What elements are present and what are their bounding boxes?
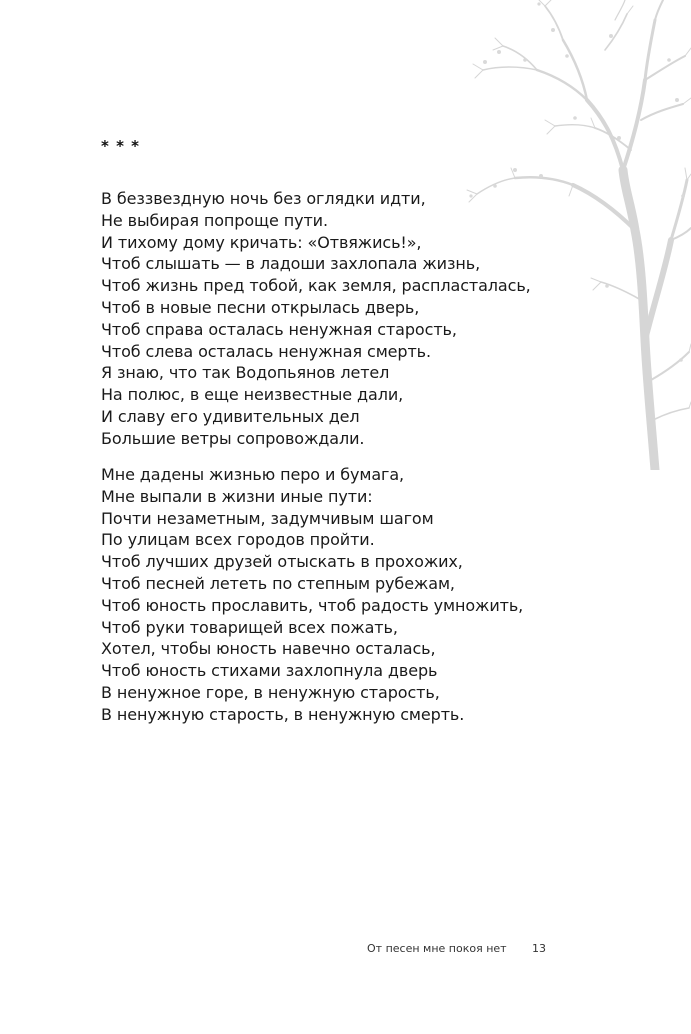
poem-line: Хотел, чтобы юность навечно осталась, — [101, 639, 436, 659]
poem-line: В беззвездную ночь без оглядки идти, — [101, 189, 426, 208]
poem-line: Чтоб песней лететь по степным рубежам, — [101, 573, 455, 593]
section-mark: * * * — [101, 137, 140, 155]
poem-line: Мне дадены жизнью перо и бумага, — [101, 465, 405, 484]
poem-line: Мне выпали в жизни иные пути: — [101, 486, 373, 506]
poem-line: И славу его удивительных дел — [101, 406, 360, 426]
poem-line: Почти незаметным, задумчивым шагом — [101, 508, 434, 528]
page-number: 13 — [532, 942, 546, 955]
poem-line: Чтоб жизнь пред тобой, как земля, распласталась, — [101, 276, 531, 296]
poem-line: Чтоб справа осталась ненужная старость, — [101, 319, 457, 339]
poem-line: По улицам всех городов пройти. — [101, 530, 375, 550]
poem-line: В ненужное горе, в ненужную старость, — [101, 682, 440, 702]
poem-line: И тихому дому кричать: «Отвяжись!», — [101, 232, 422, 252]
poem-line: Чтоб слышать — в ладоши захлопала жизнь, — [101, 254, 481, 274]
poem-line: Не выбирая попроще пути. — [101, 210, 328, 230]
running-footer-title: От песен мне покоя нет — [367, 942, 507, 955]
poem-line: Чтоб в новые песни открылась дверь, — [101, 297, 420, 317]
poem-line: Чтоб руки товарищей всех пожать, — [101, 617, 398, 637]
poem-line: Чтоб лучших друзей отыскать в прохожих, — [101, 552, 463, 572]
poem-line: Большие ветры сопровождали. — [101, 428, 365, 448]
poem-line: Чтоб слева осталась ненужная смерть. — [101, 341, 432, 361]
poem-line: Я знаю, что так Водопьянов летел — [101, 363, 390, 383]
stanza-1 — [101, 188, 531, 450]
poem-line: Чтоб юность стихами захлопнула дверь — [101, 661, 438, 681]
poem-line: В ненужную старость, в ненужную смерть. — [101, 704, 465, 724]
poem-line: На полюс, в еще неизвестные дали, — [101, 385, 404, 405]
stanza-2 — [101, 464, 523, 726]
poem-line: Чтоб юность прославить, чтоб радость умножить, — [101, 595, 524, 615]
